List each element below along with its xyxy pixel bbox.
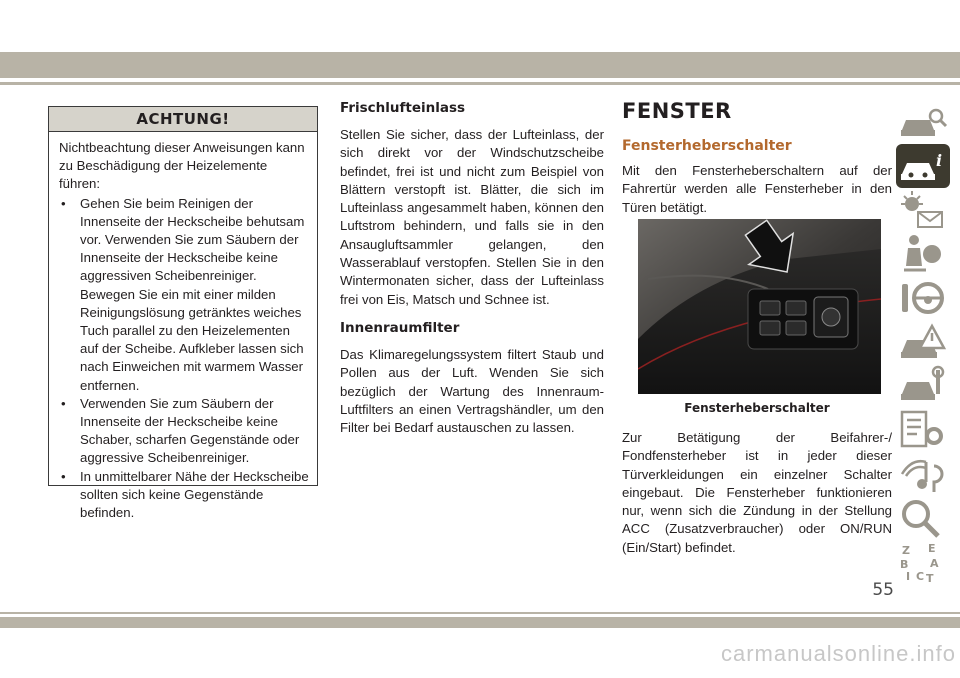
steering-wheel-icon [896, 276, 950, 320]
tab-service[interactable] [896, 364, 950, 408]
tab-car-info[interactable] [896, 144, 950, 188]
svg-text:E: E [928, 542, 936, 555]
multimedia-icon [896, 452, 950, 496]
window-switch-photo [638, 219, 881, 394]
bullet-icon: • [61, 395, 66, 411]
airbag-person-icon [896, 232, 950, 276]
warning-bullet: • Gehen Sie beim Reinigen der Innenseite der Heckscheibe behutsam vor. Verwenden Sie zum Säubern der Innenseite der Heckscheibe keine aggressiven Scheibenreiniger. Bewegen Sie ein mit einer milden Reinigungslösung getränktes weiches Tuch parallel zu den Heizelementen auf der Scheibe. Aufkleber lassen sich nach Einweichen mit warmem Wasser entfernen. [61, 195, 305, 393]
right-column [622, 99, 892, 555]
svg-text:A: A [930, 557, 939, 570]
specifications-gear-icon [896, 408, 950, 452]
alphabet-index-icon [896, 540, 950, 584]
svg-text:I: I [906, 570, 911, 583]
index-search-icon [896, 496, 950, 540]
svg-text:Z: Z [902, 544, 910, 557]
section-subtitle: Fensterheberschalter [622, 138, 792, 154]
tab-multimedia[interactable] [896, 452, 950, 496]
tab-safety[interactable] [896, 232, 950, 276]
windows-intro: Mit den Fensterheberschaltern auf der Fahrertür werden alle Fensterheber in den Türen betätigt. [622, 163, 892, 215]
tab-car-search[interactable] [896, 100, 950, 144]
warning-intro: Nichtbeachtung dieser Anweisungen kann zu Beschädigung der Heizelemente führen: [59, 140, 305, 192]
tab-emergency[interactable] [896, 320, 950, 364]
page-number: 55 [872, 580, 894, 600]
header-rule [0, 82, 960, 85]
bullet-icon: • [61, 468, 66, 484]
car-warning-icon [896, 320, 950, 364]
cabin-filter-text: Das Klimaregelungssystem filtert Staub und Pollen aus der Luft. Wenden Sie sich bezüglich der Wartung des Innenraum-Luftfilters an einen Vertragshändler, um den Filter bei Bedarf austauschen zu lassen. [340, 346, 604, 436]
tab-starting-driving[interactable] [896, 276, 950, 320]
header-band [0, 52, 960, 78]
footer-band [0, 617, 960, 628]
warning-bullet: • Verwenden Sie zum Säubern der Innenseite der Heckscheibe keine Schaber, scharfen Gegenstände oder aggressive Scheibenreiniger. [61, 395, 300, 466]
svg-text:C: C [916, 570, 925, 583]
svg-text:B: B [900, 558, 909, 571]
tab-index-search[interactable] [896, 496, 950, 540]
warning-light-message-icon [896, 188, 950, 232]
tab-alphabet-index[interactable] [896, 540, 950, 584]
warning-box [48, 106, 318, 521]
section-title: FENSTER [622, 99, 732, 123]
tab-specifications[interactable] [896, 408, 950, 452]
cabin-filter-heading: Innenraumfilter [340, 319, 460, 336]
tab-warning-lights[interactable] [896, 188, 950, 232]
fresh-air-text: Stellen Sie sicher, dass der Lufteinlass, der sich direkt vor der Windschutzscheibe befindet, frei ist und nicht zum Beispiel von Blättern verstopft ist. Blätter, die sich im Lufteinlass angesammelt haben, können den Luftstrom behindern, und falls sie in den Ansaugluftsammler gelangen, den Wasserablauf verstopfen. Stellen Sie in den Wintermonaten sicher, dass der Lufteinlass frei von Eis, Matsch und Schnee ist. [340, 127, 604, 307]
warning-list [59, 195, 309, 523]
watermark: carmanualsonline.info [720, 641, 956, 666]
svg-text:i: i [936, 151, 943, 170]
svg-text:T: T [926, 572, 934, 584]
warning-title: ACHTUNG! [49, 107, 317, 132]
warning-bullet: • In unmittelbarer Nähe der Heckscheibe sollten sich keine Gegenstände befinden. [61, 468, 309, 521]
footer-rule [0, 612, 960, 614]
header-margin [0, 0, 960, 52]
car-search-icon [896, 100, 950, 144]
car-service-wrench-icon [896, 364, 950, 408]
middle-column [340, 99, 604, 437]
bullet-icon: • [61, 195, 66, 211]
car-info-icon [896, 144, 950, 188]
fresh-air-heading: Frischlufteinlass [340, 100, 466, 116]
windows-body: Zur Betätigung der Beifahrer-/ Fondfensterheber ist in jeder dieser Türverkleidungen ein einzelner Schalter eingebaut. Die Fensterheber funktionieren nur, wenn sich die Zündung in der Stellung ACC (Zusatzverbraucher) oder ON/RUN (Ein/Start) befindet. [622, 430, 892, 555]
photo-caption: Fensterheberschalter [684, 401, 830, 415]
